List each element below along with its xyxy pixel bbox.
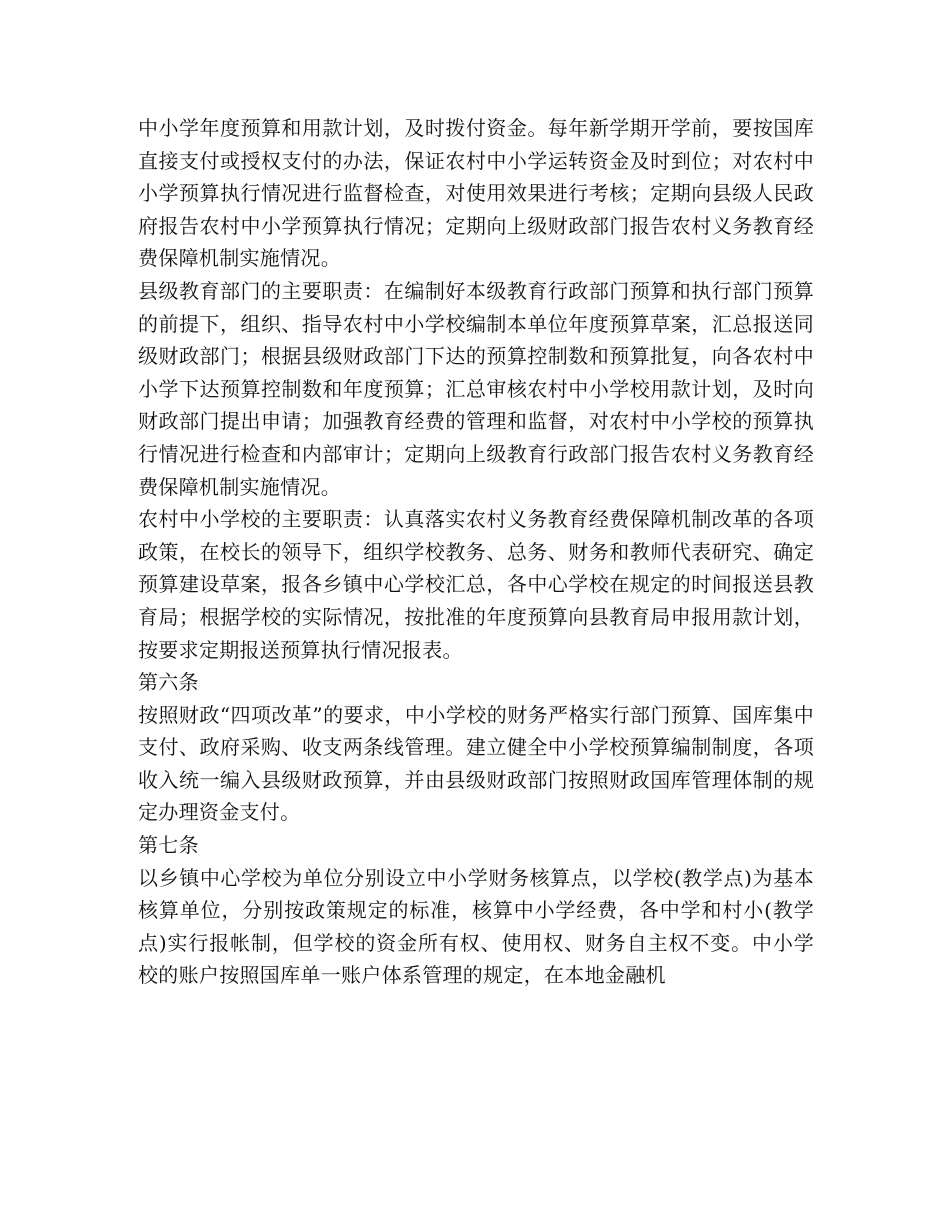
paragraph-article-7: 以乡镇中心学校为单位分别设立中小学财务核算点，以学校(教学点)为基本核算单位，分别按政策规定的标准，核算中小学经费，各中学和村小(教学点)实行报帐制，但学校的资金所有权、使用权、财务自主权不变。中小学校的账户按照国库单一账户体系管理的规定，在本地金融机 — [138, 865, 814, 988]
article-7-heading: 第七条 — [138, 833, 199, 858]
paragraph-rural-school-duties: 农村中小学校的主要职责：认真落实农村义务教育经费保障机制改革的各项政策，在校长的领导下，组织学校教务、总务、财务和教师代表研究、确定预算建设草案，报各乡镇中心学校汇总，各中心学校在规定的时间报送县教育局；根据学校的实际情况，按批准的年度预算向县教育局申报用款计划，按要求定期报送预算执行情况报表。 — [138, 507, 814, 662]
paragraph-article-6: 按照财政“四项改革”的要求，中小学校的财务严格实行部门预算、国库集中支付、政府采购、收支两条线管理。建立健全中小学校预算编制制度，各项收入统一编入县级财政预算，并由县级财政部门按照财政国库管理体制的规定办理资金支付。 — [138, 702, 814, 825]
paragraph-county-finance-duties: 中小学年度预算和用款计划，及时拨付资金。每年新学期开学前，要按国库直接支付或授权支付的办法，保证农村中小学运转资金及时到位；对农村中小学预算执行情况进行监督检查，对使用效果进行考核；定期向县级人民政府报告农村中小学预算执行情况；定期向上级财政部门报告农村义务教育经费保障机制实施情况。 — [138, 116, 814, 271]
article-6-heading: 第六条 — [138, 670, 199, 695]
paragraph-county-education-duties: 县级教育部门的主要职责：在编制好本级教育行政部门预算和执行部门预算的前提下，组织、指导农村中小学校编制本单位年度预算草案，汇总报送同级财政部门；根据县级财政部门下达的预算控制数和预算批复，向各农村中小学下达预算控制数和年度预算；汇总审核农村中小学校用款计划，及时向财政部门提出申请；加强教育经费的管理和监督，对农村中小学校的预算执行情况进行检查和内部审计；定期向上级教育行政部门报告农村义务教育经费保障机制实施情况。 — [138, 278, 814, 499]
document-body — [138, 112, 814, 992]
